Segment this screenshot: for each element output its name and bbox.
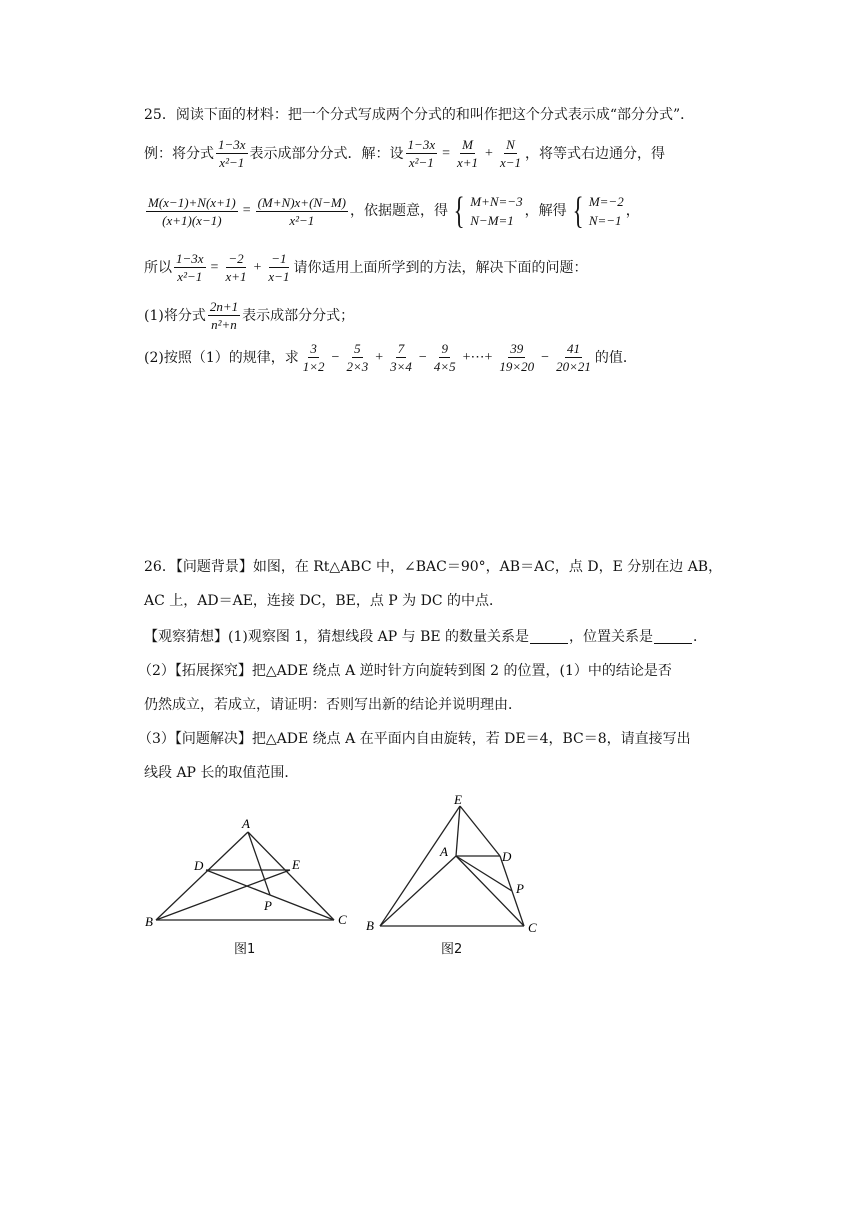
series-term: $\frac{41}{20\times 21}$: [556, 341, 591, 374]
fig2-label-b: B: [366, 918, 374, 933]
q25-intro: 25．阅读下面的材料：把一个分式写成两个分式的和叫作把这个分式表示成“部分分式”．: [144, 107, 695, 123]
result-f1: $\frac{-2}{x+1}$: [225, 251, 247, 284]
setup-lhs-fraction: $\frac{1-3x}{\text{x²−1}}$: [407, 137, 436, 170]
fig1-label-a: A: [242, 816, 250, 831]
fig2-label-d: D: [502, 849, 512, 864]
figure-1-caption: 图1: [234, 942, 256, 957]
answer-blank-quantity[interactable]: [530, 631, 568, 644]
fig2-label-a: A: [440, 844, 448, 859]
fig1-label-d: D: [194, 858, 204, 873]
q25-part2: (2)按照（1）的规律，求 $\frac{3}{1\times 2}$ − $\frac{5}{2\times 3}$ + $\frac{7}{3\times 4}$ − $\frac{9}{4\times 5}$ +⋯+ $\frac{39}{19\times 20}$ − $\frac{41}{20\times 21}$ 的值．: [144, 341, 637, 374]
q26-line-6: （3）【问题解决】把△ADE 绕点 A 在平面内自由旋转，若 DE＝4，BC＝8，请直接写出: [138, 731, 691, 747]
fig1-label-b: B: [145, 914, 153, 929]
q26-line-1: 26．【问题背景】如图，在 Rt△ABC 中，∠BAC＝90°，AB＝AC，点 D，E 分别在边 AB，: [144, 559, 723, 575]
q25-result-line: 所以 $\frac{1-3x}{\text{x²−1}}$ = $\frac{-2}{x+1}$ + $\frac{-1}{x-1}$ 请你适用上面所学到的方法，解决下面的问题：: [144, 251, 588, 284]
fig2-label-e: E: [454, 792, 462, 807]
fig2-label-p: P: [516, 881, 524, 896]
fig2-label-c: C: [528, 920, 537, 935]
setup-m-fraction: $\frac{M}{x+1}$: [457, 137, 479, 170]
example-fraction: $\frac{1-3x}{\text{x²−1}}$: [218, 137, 246, 170]
part1-fraction: $\frac{2n+1}{\text{n²+n}}$: [209, 299, 239, 332]
answer-blank-position[interactable]: [654, 631, 692, 644]
q26-line-3: 【观察猜想】(1)观察图 1，猜想线段 AP 与 BE 的数量关系是 ，位置关系是 ．: [144, 629, 708, 645]
fig1-label-p: P: [264, 898, 272, 913]
series-term: $\frac{3}{1\times 2}$: [302, 341, 325, 374]
figure-2-diagram: [360, 790, 560, 940]
series-term: $\frac{5}{2\times 3}$: [346, 341, 369, 374]
q25-example-line: 例：将分式 $\frac{1-3x}{\text{x²−1}}$ 表示成部分分式．解：设 $\frac{1-3x}{\text{x²−1}}$ = $\frac{M}{x+1}$ + $\frac{N}{x-1}$ ，将等式右边通分，得: [144, 137, 665, 170]
combined-fraction: $\frac{M(x-1)+N(x+1)}{(x+1)(x-1)}$: [148, 194, 236, 228]
q26-line-4: （2）【拓展探究】把△ADE 绕点 A 逆时针方向旋转到图 2 的位置，(1）中的结论是否: [138, 663, 672, 679]
fig1-label-c: C: [338, 912, 347, 927]
collected-fraction: $\frac{(M+N)x+(N-M)}{\text{x²−1}}$: [257, 194, 346, 228]
q25-derivation-line: $\frac{M(x-1)+N(x+1)}{(x+1)(x-1)}$ = $\frac{(M+N)x+(N-M)}{\text{x²−1}}$ ，依据题意，得 { M+N=−3 N−M=1 ，解得 { M=−2 N=−1 ，: [148, 190, 640, 232]
series-term: $\frac{9}{4\times 5}$: [433, 341, 456, 374]
series-term: $\frac{7}{3\times 4}$: [390, 341, 412, 374]
result-f2: $\frac{-1}{x-1}$: [268, 251, 290, 284]
equation-system-1: { M+N=−3 N−M=1: [453, 190, 523, 232]
q25-part1: (1)将分式 $\frac{2n+1}{\text{n²+n}}$ 表示成部分分式；: [144, 299, 355, 332]
figure-2-caption: 图2: [441, 942, 463, 957]
result-lhs-fraction: $\frac{1-3x}{\text{x²−1}}$: [176, 251, 204, 284]
q26-line-2: AC 上，AD＝AE，连接 DC，BE，点 P 为 DC 的中点．: [144, 593, 503, 609]
setup-n-fraction: $\frac{N}{x-1}$: [499, 137, 521, 170]
series-term: $\frac{39}{19\times 20}$: [499, 341, 535, 374]
q26-line-7: 线段 AP 长的取值范围．: [144, 765, 299, 781]
fig1-label-e: E: [292, 857, 300, 872]
q26-line-5: 仍然成立，若成立，请证明：否则写出新的结论并说明理由．: [144, 697, 522, 713]
solution-system: { M=−2 N=−1: [572, 190, 624, 232]
